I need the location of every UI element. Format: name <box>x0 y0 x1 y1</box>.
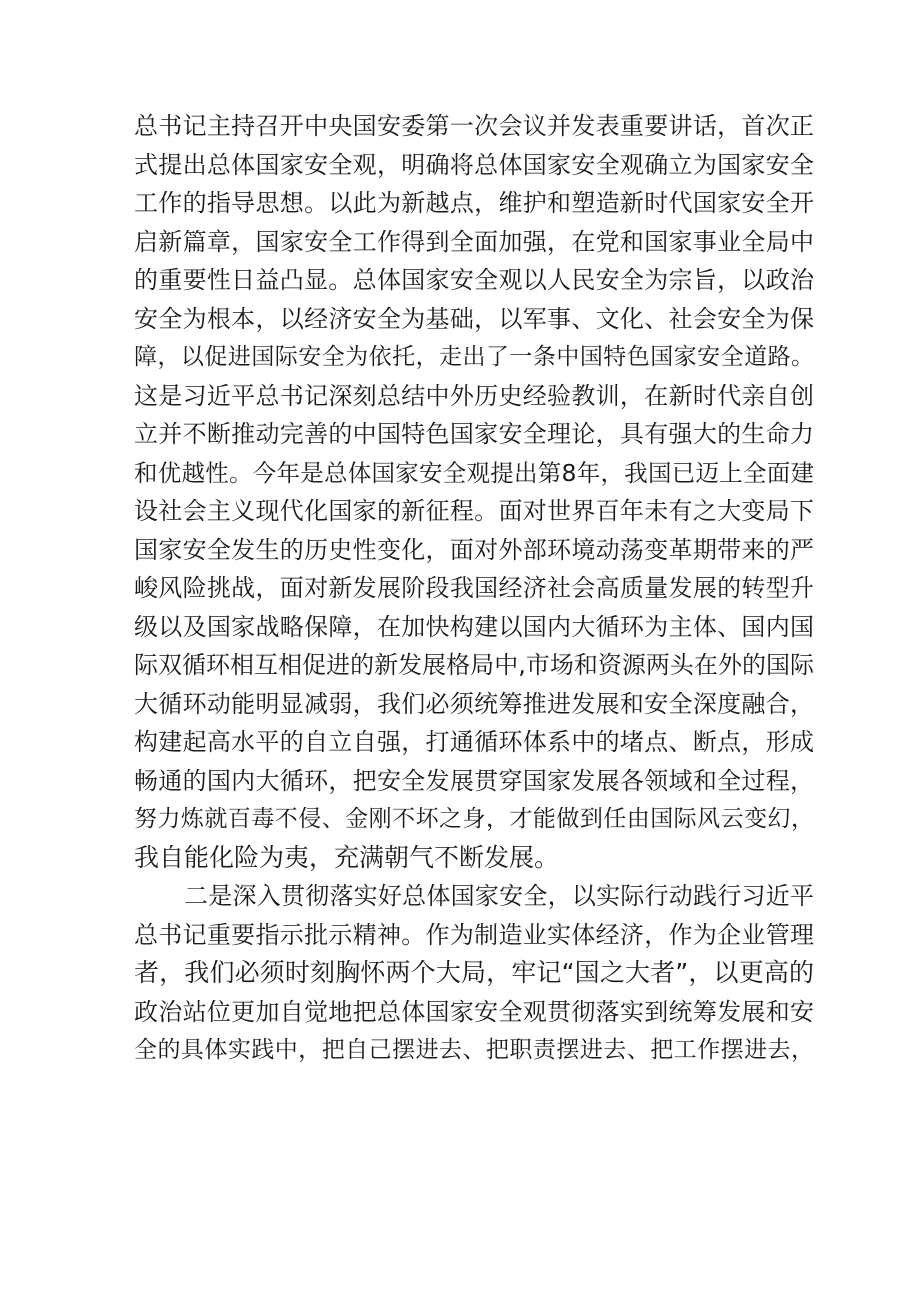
text-line: 构建起高水平的自立自强，打通循环体系中的堵点、断点，形成 <box>134 728 814 756</box>
text-line: 政治站位更加自觉地把总体国家安全观贯彻落实到统筹发展和安 <box>134 997 814 1026</box>
text-line: 国家安全发生的历史性变化，面对外部环境动荡变革期带来的严 <box>134 535 814 564</box>
paragraph-1 <box>134 107 814 877</box>
text-line: 大循环动能明显减弱，我们必须统筹推进发展和安全深度融合， <box>134 689 814 718</box>
body-text <box>134 107 814 1070</box>
text-line: 二是深入贯彻落实好总体国家安全，以实际行动践行习近平 <box>184 882 814 910</box>
text-line: 畅通的国内大循环，把安全发展贯穿国家发展各领域和全过程， <box>134 766 814 795</box>
text-line: 者，我们必须时刻胸怀两个大局，牢记“国之大者”，以更高的 <box>134 958 814 987</box>
text-line: 级以及国家战略保障，在加快构建以国内大循环为主体、国内国 <box>134 612 814 641</box>
text-line: 这是习近平总书记深刻总结中外历史经验教训，在新时代亲自创 <box>134 381 814 410</box>
text-line: 总书记重要指示批示精神。作为制造业实体经济，作为企业管理 <box>134 920 814 949</box>
text-line: 的重要性日益凸显。总体国家安全观以人民安全为宗旨，以政治 <box>134 266 814 294</box>
text-line: 工作的指导思想。以此为新越点，维护和塑造新时代国家安全开 <box>134 189 814 217</box>
text-line: 努力炼就百毒不侵、金刚不坏之身，才能做到任由国际风云变幻， <box>134 806 814 832</box>
text-line: 启新篇章，国家安全工作得到全面加强，在党和国家事业全局中 <box>134 227 814 256</box>
text-line: 际双循环相互相促进的新发展格局中,市场和资源两头在外的国际 <box>134 651 814 679</box>
text-line: 峻风险挑战，面对新发展阶段我国经济社会高质量发展的转型升 <box>134 574 814 602</box>
text-line: 立并不断推动完善的中国特色国家安全理论，具有强大的生命力 <box>134 420 814 448</box>
paragraph-2 <box>134 877 814 1070</box>
text-line: 安全为根本，以经济安全为基础，以军事、文化、社会安全为保 <box>134 304 814 333</box>
text-line: 式提出总体国家安全观，明确将总体国家安全观确立为国家安全 <box>134 150 814 179</box>
text-line: 和优越性。今年是总体国家安全观提出第8年，我国已迈上全面建 <box>134 458 814 487</box>
text-line: 总书记主持召开中央国安委第一次会议并发表重要讲话，首次正 <box>134 112 814 140</box>
text-line: 设社会主义现代化国家的新征程。面对世界百年未有之大变局下 <box>134 497 814 525</box>
text-line: 我自能化险为夷，充满朝气不断发展。 <box>134 842 560 872</box>
text-line: 全的具体实践中，把自己摆进去、把职责摆进去、把工作摆进去， <box>134 1037 814 1063</box>
text-line: 障，以促进国际安全为依托，走出了一条中国特色国家安全道路。 <box>134 344 814 370</box>
